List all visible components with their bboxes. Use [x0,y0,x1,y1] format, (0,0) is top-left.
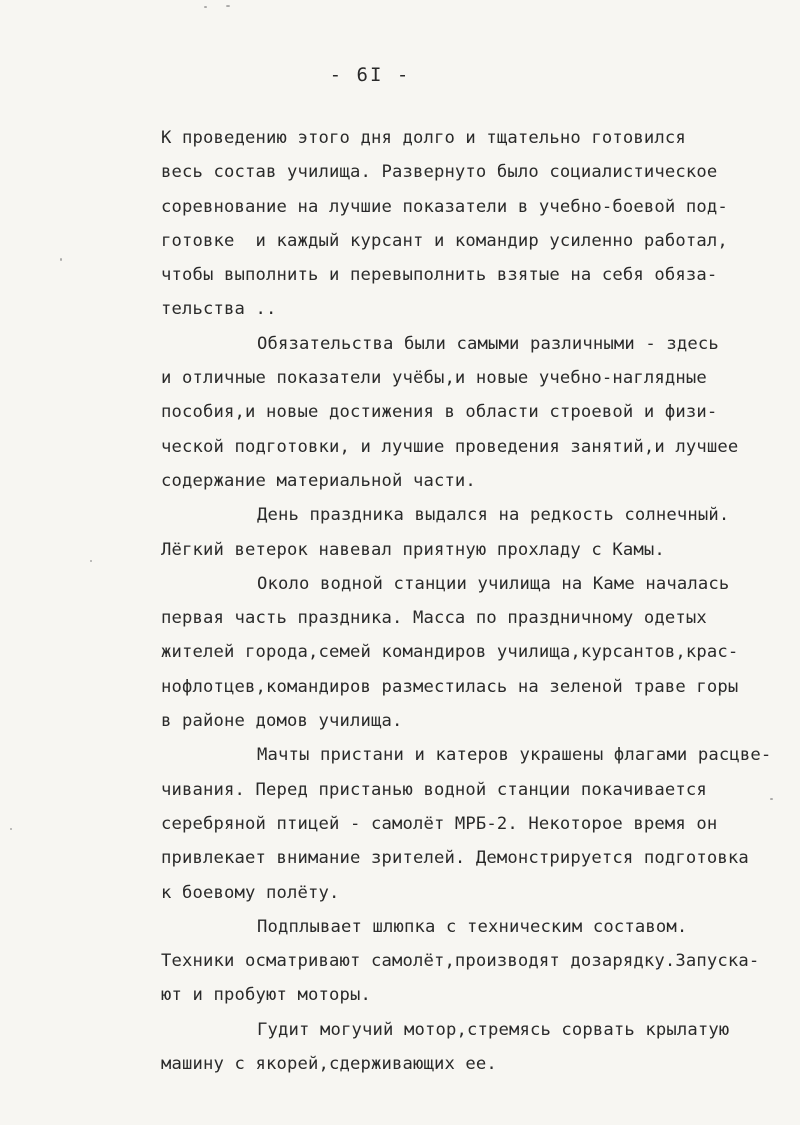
text-line: нофлотцев,командиров разместилась на зеленой траве горы [161,676,739,697]
text-line: и отличные показатели учёбы,и новые учебно-наглядные [161,368,707,389]
text-line: содержание материальной части. [161,470,476,491]
text-line: Обязательства были самыми различными - здесь [257,333,719,354]
text-line: Гудит могучий мотор,стремясь сорвать крылатую [257,1019,730,1040]
scan-speck [10,828,12,830]
text-line: к боевому полёту. [161,882,340,903]
text-line: Лёгкий ветерок навевал приятную прохладу с Камы. [161,539,665,560]
text-line: в районе домов училища. [161,711,403,732]
text-line: чивания. Перед пристанью водной станции покачивается [161,779,707,800]
scan-speck [90,560,92,562]
text-line: День праздника выдался на редкость солнечный. [257,505,730,526]
body-text [161,121,781,1081]
text-line: жителей города,семей командиров училища,курсантов,крас- [161,642,739,663]
text-line: Техники осматривают самолёт,производят дозарядку.Запуска- [161,951,760,972]
scan-speck [204,6,207,8]
scan-speck [226,5,230,7]
text-line: тельства .. [161,299,277,320]
text-line: соревнование на лучшие показатели в учебно-боевой под- [161,196,728,217]
text-line: привлекает внимание зрителей. Демонстрируется подготовка [161,848,749,869]
text-line: ческой подготовки, и лучшие проведения занятий,и лучшее [161,436,739,457]
text-line: первая часть праздника. Масса по праздничному одетых [161,608,707,629]
scan-speck [60,258,62,261]
text-line: пособия,и новые достижения в области строевой и физи- [161,402,718,423]
page-number: - 6I - [329,64,411,86]
text-line: чтобы выполнить и перевыполнить взятые на себя обяза- [161,265,718,286]
text-line: Подплывает шлюпка с техническим составом. [257,916,688,937]
text-line: готовке и каждый курсант и командир усиленно работал, [161,230,728,251]
text-line: машину с якорей,сдерживающих ее. [161,1054,497,1075]
text-line: Около водной станции училища на Каме началась [257,573,730,594]
text-line: весь состав училища. Развернуто было социалистическое [161,162,718,183]
text-line: серебряной птицей - самолёт МРБ-2. Некоторое время он [161,813,718,834]
text-line: К проведению этого дня долго и тщательно готовился [161,128,686,148]
text-line: ют и пробуют моторы. [161,985,371,1006]
text-line: Мачты пристани и катеров украшены флагами расцве- [257,745,772,766]
